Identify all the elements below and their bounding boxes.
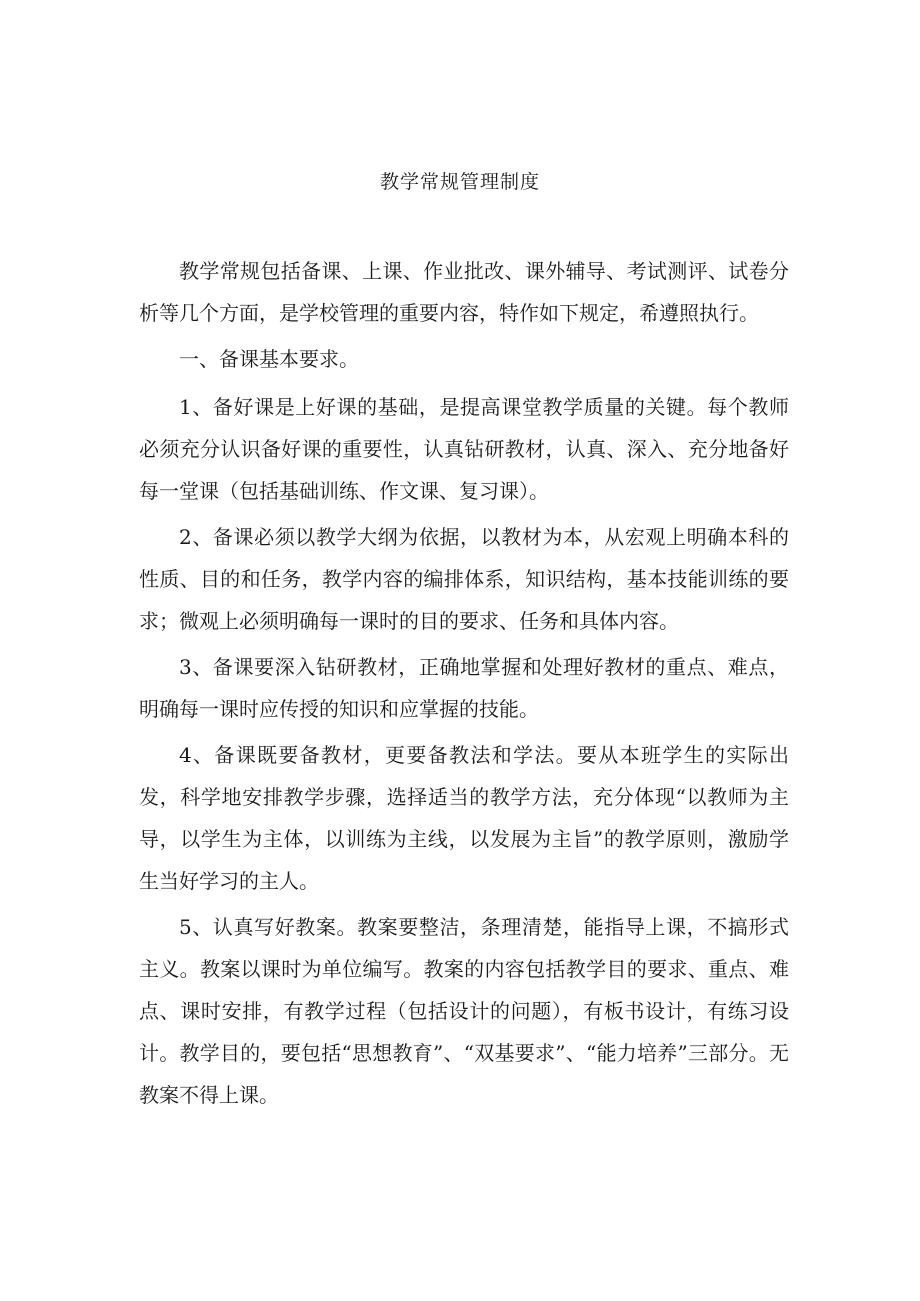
rule-paragraph-3: 3、备课要深入钻研教材，正确地掌握和处理好教材的重点、难点，明确每一课时应传授的知识和应掌握的技能。 bbox=[139, 655, 789, 721]
document-title: 教学常规管理制度 bbox=[379, 171, 540, 193]
rule-paragraph-1: 1、备好课是上好课的基础，是提高课堂教学质量的关键。每个教师必须充分认识备好课的重要性，认真钻研教材，认真、深入、充分地备好每一堂课（包括基础训练、作文课、复习课）。 bbox=[139, 395, 789, 503]
rule-paragraph-2: 2、备课必须以教学大纲为依据，以教材为本，从宏观上明确本科的性质、目的和任务，教学内容的编排体系，知识结构，基本技能训练的要求；微观上必须明确每一课时的目的要求、任务和具体内容。 bbox=[139, 525, 789, 633]
section-heading-lesson-prep: 一、备课基本要求。 bbox=[179, 347, 359, 371]
rule-paragraph-4: 4、备课既要备教材，更要备教法和学法。要从本班学生的实际出发，科学地安排教学步骤，选择适当的教学方法，充分体现“以教师为主导，以学生为主体，以训练为主线，以发展为主旨”的教学原则，激励学生当好学习的主人。 bbox=[139, 743, 789, 893]
intro-paragraph: 教学常规包括备课、上课、作业批改、课外辅导、考试测评、试卷分析等几个方面，是学校管理的重要内容，特作如下规定，希遵照执行。 bbox=[139, 259, 789, 325]
rule-paragraph-5: 5、认真写好教案。教案要整洁，条理清楚，能指导上课，不搞形式主义。教案以课时为单位编写。教案的内容包括教学目的要求、重点、难点、课时安排，有教学过程（包括设计的问题），有板书设计，有练习设计。教学目的，要包括“思想教育”、“双基要求”、“能力培养”三部分。无教案不得上课。 bbox=[139, 915, 789, 1107]
document-body bbox=[139, 250, 789, 1120]
